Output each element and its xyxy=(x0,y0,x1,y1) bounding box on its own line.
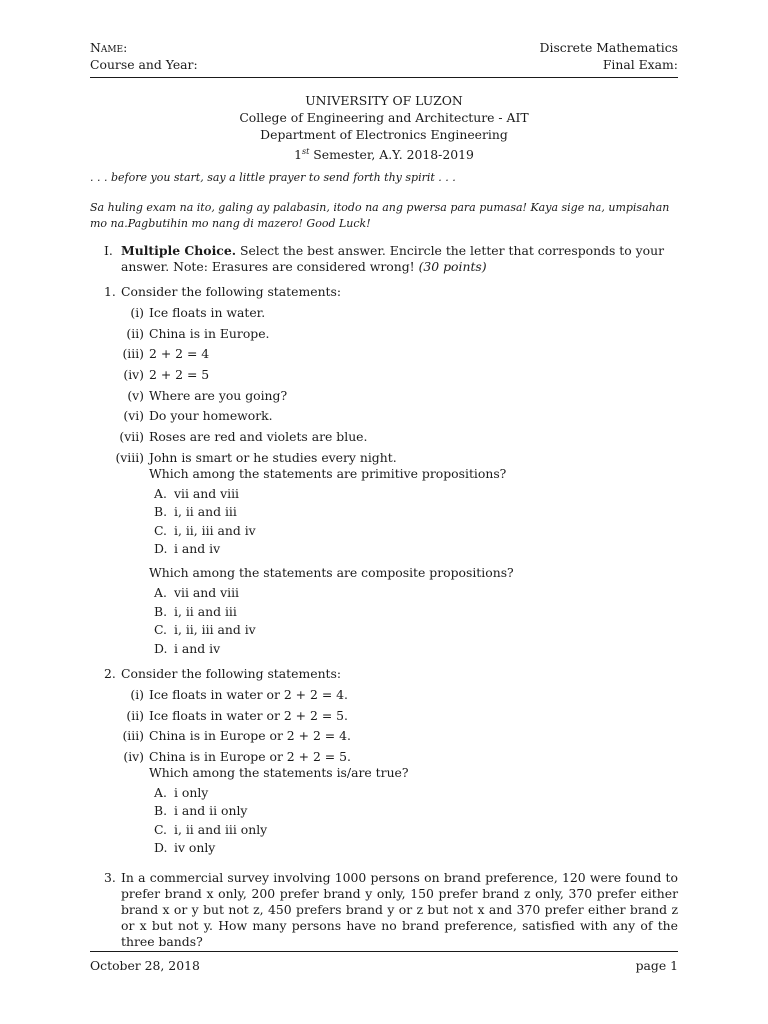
prayer-line: . . . before you start, say a little prayer to send forth thy spirit . . . xyxy=(90,171,456,184)
question-2 xyxy=(104,666,678,859)
option-c[interactable]: C. i, ii and iii only xyxy=(154,821,268,837)
option-b[interactable]: B. i, ii and iii xyxy=(154,504,237,520)
statement: (iii) 2 + 2 = 4 xyxy=(122,346,210,362)
semester-ordinal: st xyxy=(302,147,310,156)
question-text: Consider the following statements: xyxy=(121,284,342,299)
options-list xyxy=(154,585,678,659)
name-label: Name: xyxy=(90,40,128,55)
section-title: Multiple Choice. xyxy=(121,243,237,258)
option-b[interactable]: B. i, ii and iii xyxy=(154,603,237,619)
question-number: 1. xyxy=(104,284,116,299)
option-d[interactable]: D. i and iv xyxy=(154,540,221,556)
question-stem: Which among the statements are composite propositions? xyxy=(149,565,514,581)
option-c[interactable]: C. i, ii, iii and iv xyxy=(154,522,256,538)
statement: (vii) Roses are red and violets are blue. xyxy=(119,429,368,445)
section-points: (30 points) xyxy=(418,259,487,274)
option-a[interactable]: A. i only xyxy=(154,785,209,801)
good-luck-message: Sa huling exam na ito, galing ay palabasin, itodo na ang pwersa para pumasa! Kaya sige na, umpisahan mo na.Pagbutihin mo nang di mazero! Good Luck! xyxy=(90,201,670,230)
course-year-label: Course and Year: xyxy=(90,57,198,72)
question-stem: Which among the statements are primitive propositions? xyxy=(149,465,507,481)
section-number: I. xyxy=(104,243,113,258)
section-instructions: Select the best answer. Encircle the letter that corresponds to your answer. Note: Erasures are considered wrong! xyxy=(121,243,665,274)
statement: (v) Where are you going? xyxy=(127,387,288,403)
option-a[interactable]: A. vii and viii xyxy=(154,585,239,601)
statement: (iv) China is in Europe or 2 + 2 = 5. xyxy=(123,749,351,765)
section-multiple-choice xyxy=(104,243,678,275)
question-stem: Which among the statements is/are true? xyxy=(149,765,409,781)
statement-list xyxy=(104,305,678,466)
option-d[interactable]: D. iv only xyxy=(154,840,216,856)
exam-date: October 28, 2018 xyxy=(90,958,200,973)
statement: (i) Ice floats in water or 2 + 2 = 4. xyxy=(130,687,348,702)
statement-list xyxy=(104,687,678,765)
page-footer xyxy=(90,958,678,974)
option-b[interactable]: B. i and ii only xyxy=(154,803,248,819)
statement: (viii) John is smart or he studies every night. xyxy=(115,449,397,465)
page-number: page 1 xyxy=(635,958,678,973)
option-a[interactable]: A. vii and viii xyxy=(154,485,239,501)
statement: (ii) China is in Europe. xyxy=(126,325,270,341)
semester-text: Semester, A.Y. 2018-2019 xyxy=(309,147,474,163)
options-list xyxy=(154,785,678,859)
question-number: 3. xyxy=(104,870,116,885)
page-header xyxy=(90,40,678,74)
title-block xyxy=(90,93,678,161)
statement: (iv) 2 + 2 = 5 xyxy=(123,367,210,383)
statement: (ii) Ice floats in water or 2 + 2 = 5. xyxy=(126,707,348,723)
footer-divider xyxy=(90,951,678,952)
college-name: College of Engineering and Architecture - AIT xyxy=(239,110,529,125)
university-name: UNIVERSITY OF LUZON xyxy=(305,93,463,108)
semester-number: 1 xyxy=(294,147,302,163)
question-number: 2. xyxy=(104,666,116,681)
question-3 xyxy=(104,870,678,950)
department-name: Department of Electronics Engineering xyxy=(260,127,508,142)
question-text: In a commercial survey involving 1000 persons on brand preference, 120 were found to prefer brand x only, 200 prefer brand y only, 150 prefer brand z only, 370 prefer either brand x or y but not z, 450 prefers brand y or z but not x and 370 prefer either brand z or x but not y. How many persons have no brand preference, satisfied with any of the three bands? xyxy=(121,870,678,949)
question-text: Consider the following statements: xyxy=(121,666,342,681)
option-c[interactable]: C. i, ii, iii and iv xyxy=(154,622,256,638)
option-d[interactable]: D. i and iv xyxy=(154,640,221,656)
exam-label: Final Exam: xyxy=(602,57,678,72)
question-1 xyxy=(104,284,678,659)
statement: (iii) China is in Europe or 2 + 2 = 4. xyxy=(122,728,351,744)
statement: (i) Ice floats in water. xyxy=(130,305,266,320)
statement: (vi) Do your homework. xyxy=(123,408,273,424)
header-divider xyxy=(90,77,678,78)
section-instructions-block xyxy=(121,243,678,275)
subject-label: Discrete Mathematics xyxy=(539,40,678,55)
options-list xyxy=(154,486,678,560)
semester-line xyxy=(90,144,678,161)
